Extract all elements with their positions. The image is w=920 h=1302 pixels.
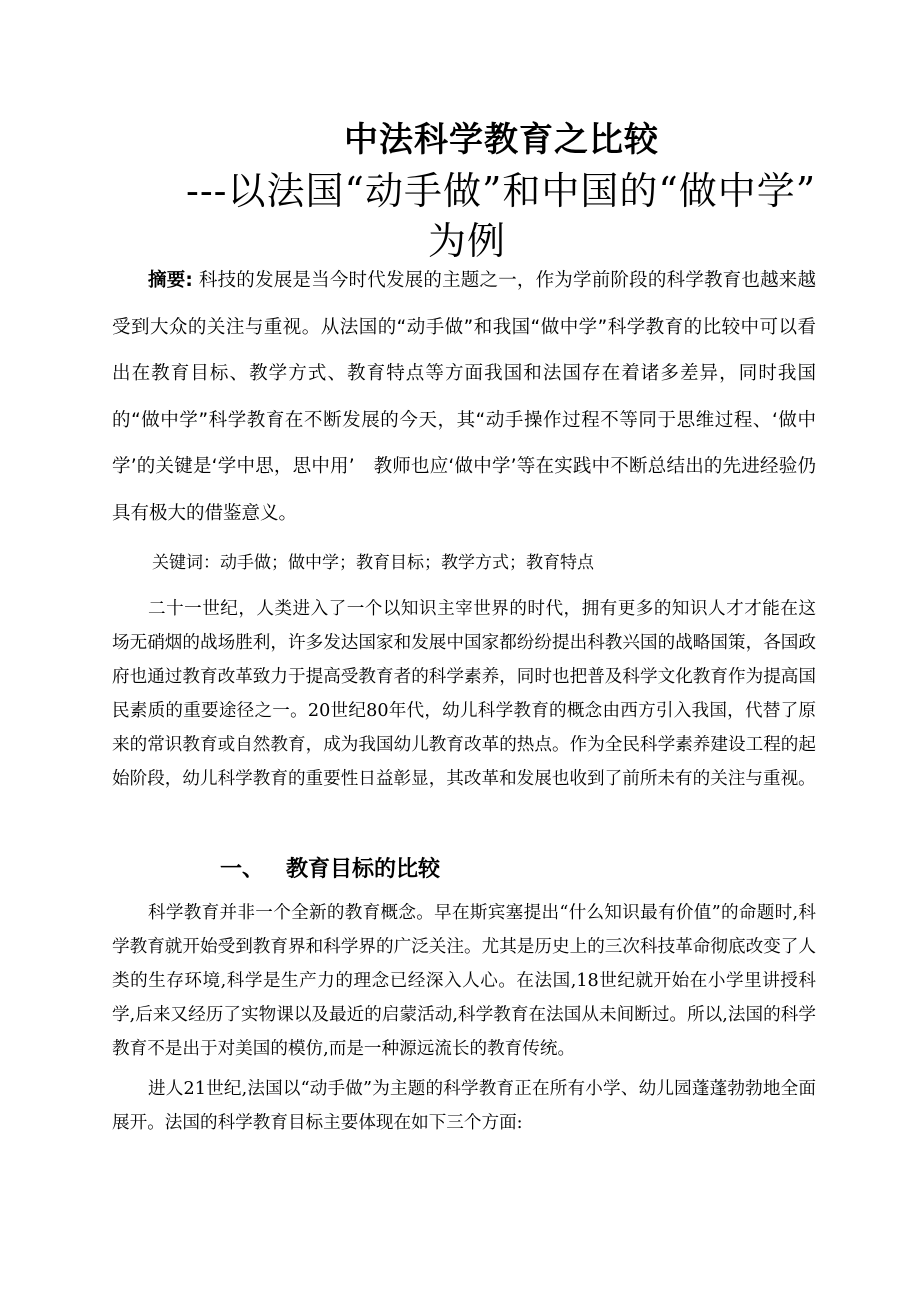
keywords-line: 关键词：动手做；做中学；教育目标；教学方式；教育特点: [152, 553, 594, 573]
document-title: 中法科学教育之比较: [344, 120, 659, 160]
section-heading: [220, 852, 440, 883]
document-subtitle: ---以法国“动手做”和中国的“做中学”: [186, 169, 817, 213]
abstract-text: 科技的发展是当今时代发展的主题之一，作为学前阶段的科学教育也越来越受到大众的关注与重视。从法国的“动手做”和我国“做中学”科学教育的比较中可以看出在教育目标、教学方式、教育特点等方面我国和法国存在着诸多差异，同时我国的“做中学”科学教育在不断发展的今天，其“动手操作过程不等同于思维过程、‘做中学’的关键是‘学中思，思中用’ 教师也应‘做中学’等在实践中不断总结出的先进经验仍具有极大的借鉴意义。: [112, 270, 816, 524]
section-paragraph: 科学教育并非一个全新的教育概念。早在斯宾塞提出“什么知识最有价值”的命题时,科学教育就开始受到教育界和科学界的广泛关注。尤其是历史上的三次科技革命彻底改变了人类的生存环境,科学是生产力的理念已经深入人心。在法国,18世纪就开始在小学里讲授科学,后来又经历了实物课以及最近的启蒙活动,科学教育在法国从未间断过。所以,法国的科学教育不是出于对美国的模仿,而是一种源远流长的教育传统。: [112, 903, 816, 1060]
abstract-paragraph: [112, 258, 816, 537]
section-title: 教育目标的比较: [286, 857, 441, 882]
abstract-label: 摘要:: [148, 270, 193, 291]
document-subtitle-continuation: 为例: [428, 219, 507, 263]
intro-paragraph: 二十一世纪，人类进入了一个以知识主宰世界的时代，拥有更多的知识人才才能在这场无硝烟的战场胜利，许多发达国家和发展中国家都纷纷提出科教兴国的战略国策，各国政府也通过教育改革致力于提高受教育者的科学素养，同时也把普及科学文化教育作为提高国民素质的重要途径之一。20世纪80年代，幼儿科学教育的概念由西方引入我国，代替了原来的常识教育或自然教育，成为我国幼儿教育改革的热点。作为全民科学素养建设工程的起始阶段，幼儿科学教育的重要性日益彰显，其改革和发展也收到了前所未有的关注与重视。: [112, 599, 816, 790]
section-paragraph: 进人21世纪,法国以“动手做”为主题的科学教育正在所有小学、幼儿园蓬蓬勃勃地全面展开。法国的科学教育目标主要体现在如下三个方面:: [112, 1079, 816, 1134]
section-number: 一、: [220, 857, 265, 882]
